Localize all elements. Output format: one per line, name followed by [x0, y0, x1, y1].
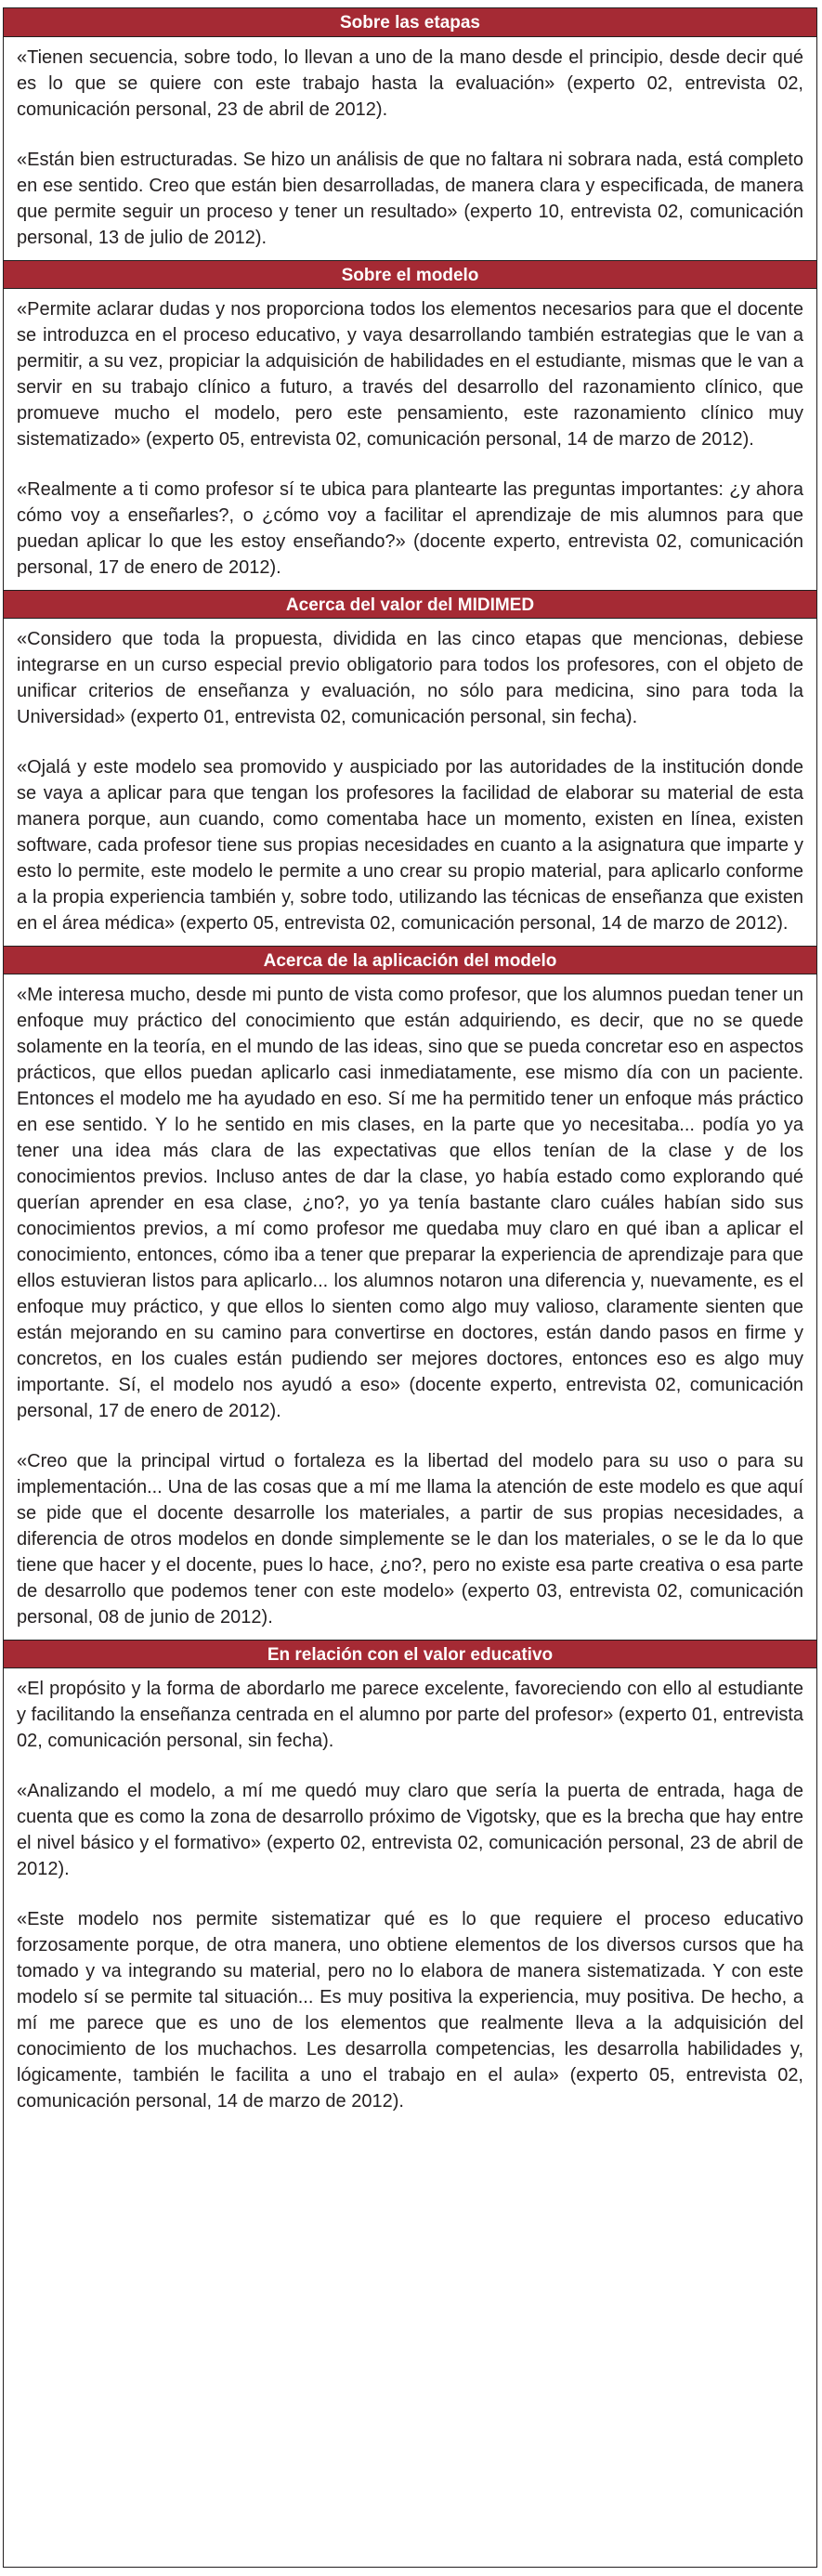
section-title: Acerca del valor del MIDIMED	[4, 590, 816, 619]
section-title: Sobre las etapas	[4, 8, 816, 37]
quote: «Tienen secuencia, sobre todo, lo llevan a uno de la mano desde el principio, desde decir qué es lo que se quiere con este trabajo hasta la evaluación» (experto 02, entrevista 02, comunicación personal, 23 de abril de 2012).	[17, 47, 803, 120]
section-body	[4, 1668, 816, 2124]
section-modelo	[4, 260, 816, 590]
section-title: En relación con el valor educativo	[4, 1640, 816, 1668]
section-title: Acerca de la aplicación del modelo	[4, 946, 816, 974]
section-aplicacion-modelo	[4, 946, 816, 1640]
section-body	[4, 974, 816, 1640]
quote: «Este modelo nos permite sistematizar qué es lo que requiere el proceso educativo forzosamente porque, de otra manera, uno obtiene elementos de los diversos cursos que ha tomado y va integrando su material, pero no lo elabora de manera sistematizada. Y con este modelo sí se permite tal situación... Es muy positiva la experiencia, muy positiva. De hecho, a mí me parece que es uno de los elementos que realmente lleva a la adquisición del conocimiento de los muchachos. Les desarrolla competencias, les desarrolla habilidades y, lógicamente, también le facilita a uno el trabajo en el aula» (experto 05, entrevista 02, comunicación personal, 14 de marzo de 2012).	[17, 1909, 803, 2112]
quote: «Realmente a ti como profesor sí te ubica para plantearte las preguntas importantes: ¿y ahora cómo voy a enseñarles?, o ¿cómo voy a facilitar el aprendizaje de mis alumnos para que puedan aplicar lo que les estoy enseñando?» (docente experto, entrevista 02, comunicación personal, 17 de enero de 2012).	[17, 479, 803, 578]
quote: «Ojalá y este modelo sea promovido y auspiciado por las autoridades de la institución donde se vaya a aplicar para que tengan los profesores la facilidad de elaborar su material de esta manera porque, aun cuando, como comentaba hace un momento, existen en línea, existen software, cada profesor tiene sus propias necesidades en cuanto a la asignatura que imparte y esto lo permite, este modelo le permite a uno crear su propio material, para aplicarlo conforme a la propia experiencia también y, sobre todo, utilizando las técnicas de enseñanza que existen en el área médica» (experto 05, entrevista 02, comunicación personal, 14 de marzo de 2012).	[17, 757, 803, 934]
section-title: Sobre el modelo	[4, 260, 816, 289]
quote: «Me interesa mucho, desde mi punto de vista como profesor, que los alumnos puedan tener un enfoque muy práctico del conocimiento que están adquiriendo, es decir, que no se quede solamente en la teoría, en el mundo de las ideas, sino que se pueda concretar eso en aspectos prácticos, que ellos puedan aplicarlo casi inmediatamente, ese mismo día con un paciente. Entonces el modelo me ha ayudado en eso. Sí me ha permitido tener un enfoque más práctico en ese sentido. Y lo he sentido en mis clases, en la parte que yo necesitaba... podía yo ya tener una idea más clara de las expectativas que ellos tenían de la clase y de los conocimientos previos. Incluso antes de dar la clase, yo había estado como explorando qué querían aprender en esa clase, ¿no?, yo ya tenía bastante claro cuáles habían sido sus conocimientos previos, a mí como profesor me quedaba muy claro en qué iban a aplicar el conocimiento, entonces, cómo iba a tener que preparar la experiencia de aprendizaje para que ellos estuvieran listos para aplicarlo... los alumnos notaron una diferencia y, nuevamente, es el enfoque muy práctico, y que ellos lo sienten como algo muy valioso, claramente sienten que están mejorando en su camino para convertirse en doctores, están dando pasos en firme y concretos, en los cuales están pudiendo ser mejores doctores, entonces eso es algo muy importante. Sí, el modelo nos ayudó a eso» (docente experto, entrevista 02, comunicación personal, 17 de enero de 2012).	[17, 985, 803, 1421]
section-etapas	[4, 8, 816, 260]
quote: «El propósito y la forma de abordarlo me parece excelente, favoreciendo con ello al estudiante y facilitando la enseñanza centrada en el alumno por parte del profesor» (experto 01, entrevista 02, comunicación personal, sin fecha).	[17, 1679, 803, 1751]
section-body	[4, 619, 816, 946]
section-body	[4, 37, 816, 260]
section-valor-midimed	[4, 590, 816, 946]
quote: «Considero que toda la propuesta, dividida en las cinco etapas que mencionas, debiese integrarse en un curso especial previo obligatorio para todos los profesores, con el objeto de unificar criterios de enseñanza y evaluación, no sólo para medicina, sino para toda la Universidad» (experto 01, entrevista 02, comunicación personal, sin fecha).	[17, 629, 803, 727]
quote: «Permite aclarar dudas y nos proporciona todos los elementos necesarios para que el docente se introduzca en el proceso educativo, y vaya desarrollando también estrategias que le van a permitir, a su vez, propiciar la adquisición de habilidades en el estudiante, mismas que le van a servir en su trabajo clínico a futuro, a través del desarrollo del razonamiento clínico, que promueve mucho el modelo, pero este pensamiento, este razonamiento clínico muy sistematizado» (experto 05, entrevista 02, comunicación personal, 14 de marzo de 2012).	[17, 299, 803, 450]
section-body	[4, 289, 816, 590]
quote: «Analizando el modelo, a mí me quedó muy claro que sería la puerta de entrada, haga de cuenta que es como la zona de desarrollo próximo de Vigotsky, que es la brecha que hay entre el nivel básico y el formativo» (experto 02, entrevista 02, comunicación personal, 23 de abril de 2012).	[17, 1781, 803, 1879]
section-valor-educativo	[4, 1640, 816, 2124]
quotes-table	[3, 7, 817, 2568]
quote: «Están bien estructuradas. Se hizo un análisis de que no faltara ni sobrara nada, está completo en ese sentido. Creo que están bien desarrolladas, de manera clara y especificada, de manera que permite seguir un proceso y tener un resultado» (experto 10, entrevista 02, comunicación personal, 13 de julio de 2012).	[17, 150, 803, 248]
quote: «Creo que la principal virtud o fortaleza es la libertad del modelo para su uso o para su implementación... Una de las cosas que a mí me llama la atención de este modelo es que aquí se pide que el docente desarrolle los materiales, a partir de sus propias necesidades, a diferencia de otros modelos en donde simplemente se le dan los materiales, o se le da lo que tiene que hacer y el docente, pues lo hace, ¿no?, pero no existe esa parte creativa o esa parte de desarrollo que podemos tener con este modelo» (experto 03, entrevista 02, comunicación personal, 08 de junio de 2012).	[17, 1451, 803, 1628]
